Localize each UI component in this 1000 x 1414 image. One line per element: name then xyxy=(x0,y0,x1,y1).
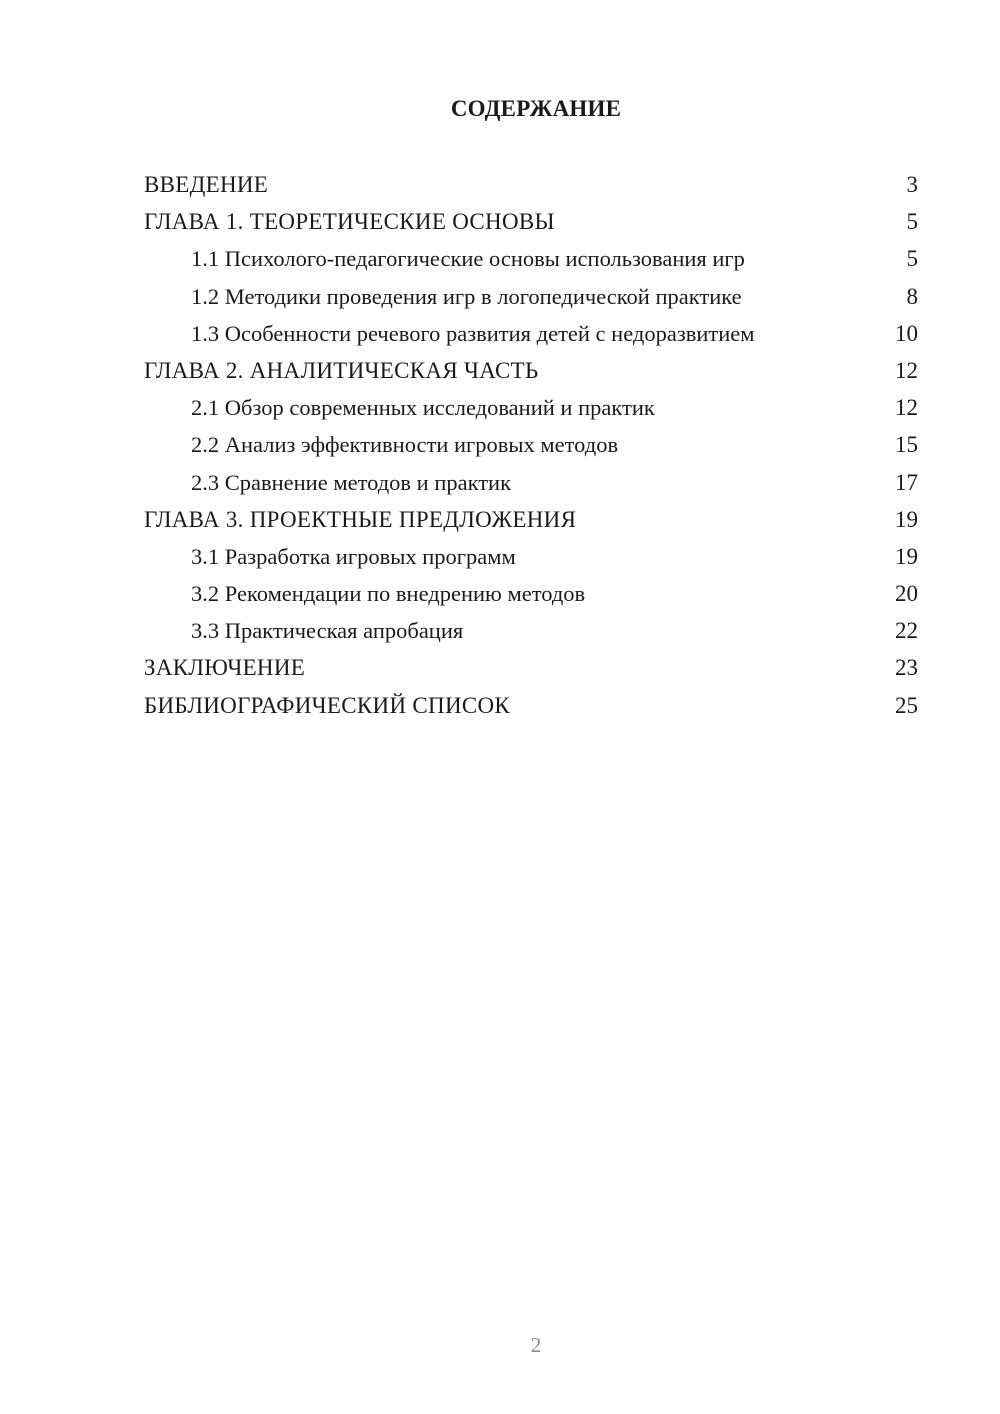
toc-entry-label: БИБЛИОГРАФИЧЕСКИЙ СПИСОК xyxy=(144,692,511,718)
toc-entry-label: 3.2 Рекомендации по внедрению методов xyxy=(191,581,586,607)
toc-entry-page: 22 xyxy=(895,618,918,644)
page-title: СОДЕРЖАНИЕ xyxy=(450,96,622,121)
toc-entry-page: 20 xyxy=(895,581,918,607)
toc-entry-chapter-3[interactable] xyxy=(144,501,918,538)
toc-entry-section-3-1[interactable] xyxy=(144,538,918,575)
toc-entry-page: 15 xyxy=(895,432,918,458)
table-of-contents xyxy=(144,166,918,724)
toc-entry-label: 2.2 Анализ эффективности игровых методов xyxy=(191,432,619,458)
toc-entry-page: 25 xyxy=(895,692,918,718)
toc-entry-label: ГЛАВА 2. АНАЛИТИЧЕСКАЯ ЧАСТЬ xyxy=(144,357,539,383)
toc-entry-page: 19 xyxy=(895,506,918,532)
toc-entry-label: 1.3 Особенности речевого развития детей с недоразвитием xyxy=(191,320,755,346)
toc-entry-label: ГЛАВА 3. ПРОЕКТНЫЕ ПРЕДЛОЖЕНИЯ xyxy=(144,506,577,532)
toc-entry-conclusion[interactable] xyxy=(144,649,918,686)
toc-entry-label: 1.2 Методики проведения игр в логопедической практике xyxy=(191,283,742,309)
toc-entry-page: 12 xyxy=(895,357,918,383)
toc-entry-label: ВВЕДЕНИЕ xyxy=(144,172,269,197)
toc-entry-label: ГЛАВА 1. ТЕОРЕТИЧЕСКИЕ ОСНОВЫ xyxy=(144,209,555,235)
toc-entry-page: 19 xyxy=(895,543,918,569)
toc-entry-label: 3.1 Разработка игровых программ xyxy=(191,543,516,569)
toc-entry-page: 23 xyxy=(895,655,918,681)
toc-entry-label: 1.1 Психолого-педагогические основы использования игр xyxy=(191,246,745,272)
toc-entry-label: 2.3 Сравнение методов и практик xyxy=(191,469,512,495)
toc-entry-page: 10 xyxy=(895,320,918,346)
toc-entry-label: 2.1 Обзор современных исследований и практик xyxy=(191,395,655,421)
toc-entry-chapter-2[interactable] xyxy=(144,352,918,389)
toc-entry-section-3-3[interactable] xyxy=(144,612,918,649)
toc-entry-page: 17 xyxy=(895,469,918,495)
toc-entry-section-1-2[interactable] xyxy=(144,278,918,315)
toc-entry-label: ЗАКЛЮЧЕНИЕ xyxy=(144,655,306,681)
toc-entry-page: 3 xyxy=(906,172,918,197)
toc-entry-section-3-2[interactable] xyxy=(144,575,918,612)
toc-entry-section-2-3[interactable] xyxy=(144,464,918,501)
toc-entry-section-1-1[interactable] xyxy=(144,240,918,277)
toc-entry-page: 12 xyxy=(895,395,918,421)
toc-entry-chapter-1[interactable] xyxy=(144,203,918,240)
toc-entry-page: 5 xyxy=(906,246,918,272)
toc-entry-bibliography[interactable] xyxy=(144,687,918,724)
toc-entry-page: 8 xyxy=(906,283,918,309)
toc-entry-section-2-1[interactable] xyxy=(144,389,918,426)
page-number: 2 xyxy=(530,1333,542,1357)
toc-entry-section-2-2[interactable] xyxy=(144,426,918,463)
toc-entry-page: 5 xyxy=(906,209,918,235)
toc-entry-section-1-3[interactable] xyxy=(144,315,918,352)
toc-entry-label: 3.3 Практическая апробация xyxy=(191,618,464,644)
toc-entry-introduction[interactable] xyxy=(144,166,918,203)
